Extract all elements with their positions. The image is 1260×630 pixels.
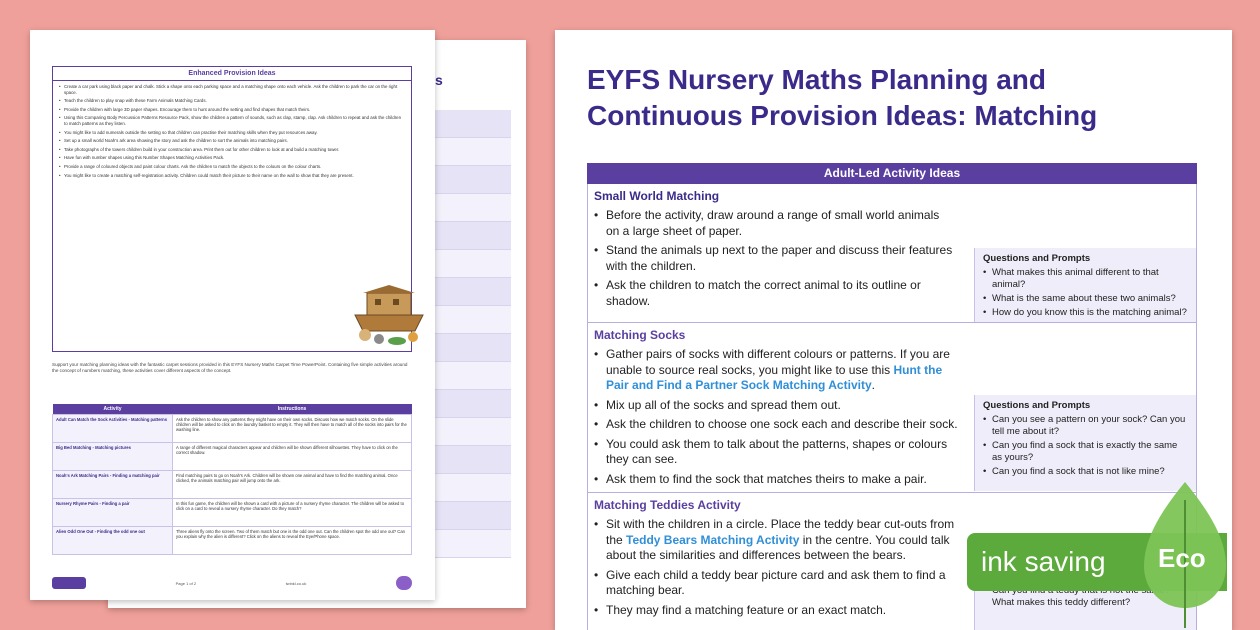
support-text: Support your matching planning ideas with the fantastic carpet sessions provided in this EYFS Nursery Maths Carpet Time PowerPoint. Containing five simple activities around the concept of numbers matching, these activities cover different aspects of the concept. bbox=[52, 362, 408, 373]
stub-row bbox=[435, 250, 511, 278]
table-header-instructions: Instructions bbox=[173, 404, 412, 415]
list-item: • Provide the children with large 3D paper shapes. Encourage them to hunt around the setting and find shapes that match theirs. bbox=[59, 107, 405, 113]
back-page-footer bbox=[52, 576, 412, 590]
enhanced-provision-box bbox=[52, 66, 412, 352]
list-item-text: Sit with the children in a circle. Place the teddy bear cut-outs from the bbox=[606, 517, 955, 547]
prompt-item: • Can you find a sock that is exactly the same as yours? bbox=[983, 440, 1188, 464]
footer-link: twinkl.co.uk bbox=[285, 580, 307, 586]
list-item: • You might like to add numerals outside the setting so that children can practise their matching skills when they put resources away. bbox=[59, 130, 405, 136]
instructions-cell: Three aliens fly onto the screen. Two of them match but one is the odd one out. Can the children spot the odd one out? Can you explain why the alien is different? Click on the aliens to reveal the Eye/Phone space. bbox=[173, 527, 412, 555]
twinkl-logo bbox=[52, 577, 86, 589]
prompts-title: Questions and Prompts bbox=[983, 400, 1091, 411]
list-item: • Have fun with number shapes using this Number Shapes Matching Activities Pack. bbox=[59, 155, 405, 161]
section-header: Adult-Led Activity Ideas bbox=[587, 163, 1197, 184]
list-item: • Teach the children to play snap with these Farm Animals Matching Cards. bbox=[59, 98, 405, 104]
list-item bbox=[594, 347, 962, 394]
stub-row bbox=[435, 334, 511, 362]
prompts-title: Questions and Prompts bbox=[983, 253, 1091, 264]
stub-row bbox=[435, 502, 511, 530]
list-item: • Mix up all of the socks and spread them out. bbox=[594, 398, 962, 414]
enhanced-provision-title: Enhanced Provision Ideas bbox=[53, 67, 411, 81]
stub-row bbox=[435, 362, 511, 390]
prompt-item: • What is the same about these two animals? bbox=[983, 293, 1188, 305]
instructions-cell: In this fun game, the children will be shown a card with a picture of a nursery rhyme character. The children will be asked to click on a card to reveal a nursery rhyme character. Do they match? bbox=[173, 499, 412, 527]
back-page-stub-table bbox=[435, 110, 511, 558]
activity-cell: Adult Can Match the Sock Activities - Matching patterns bbox=[53, 415, 173, 443]
eco-label: Eco bbox=[1158, 543, 1206, 573]
list-item: • Set up a small world Noah's ark area showing the story and ask the children to sort the animals into matching pairs. bbox=[59, 138, 405, 144]
table-row bbox=[53, 471, 412, 499]
stub-row bbox=[435, 530, 511, 558]
list-item: • They may find a matching feature or an exact match. bbox=[594, 603, 962, 619]
stub-row bbox=[435, 222, 511, 250]
noahs-ark-illustration bbox=[353, 285, 425, 349]
ink-saving-label: ink saving bbox=[981, 546, 1106, 577]
back-page-partial-title: s bbox=[435, 72, 443, 88]
stub-row bbox=[435, 278, 511, 306]
stub-row bbox=[435, 306, 511, 334]
table-row bbox=[53, 499, 412, 527]
list-item: • Using this Comparing Body Percussion Patterns Resource Pack, show the children a pattern of sounds, such as clap, stamp, clap. Ask children to repeat and ask the children to match patterns as they listen. bbox=[59, 115, 405, 126]
list-item: • You might like to create a matching self-registration activity. Children could match their picture to their name on the wall to show that they are present. bbox=[59, 173, 405, 179]
activity-cell: Noah's Ark Matching Pairs - Finding a matching pair bbox=[53, 471, 173, 499]
back-page-first bbox=[30, 30, 435, 600]
page-title-line2: Continuous Provision Ideas: Matching bbox=[587, 100, 1098, 131]
stub-row bbox=[435, 110, 511, 138]
list-item: • Stand the animals up next to the paper and discuss their features with the children. bbox=[594, 243, 954, 274]
list-item: • Provide a range of coloured objects and paint colour charts. Ask the children to match the objects to the colours on the colour charts. bbox=[59, 164, 405, 170]
stub-row bbox=[435, 446, 511, 474]
section-title: Matching Teddies Activity bbox=[594, 498, 741, 512]
table-header-activity: Activity bbox=[53, 404, 173, 415]
activity-table bbox=[52, 404, 412, 555]
list-item: • Give each child a teddy bear picture card and ask them to find a matching bear. bbox=[594, 568, 962, 599]
activity-list bbox=[594, 517, 962, 618]
instructions-cell: A range of different magical characters appear and children will be shown different silhouettes. They have to click on the correct shadow. bbox=[173, 443, 412, 471]
prompt-item: • What makes this animal different to that animal? bbox=[983, 267, 1188, 291]
prompt-item: • Can you find a sock that is not like mine? bbox=[983, 466, 1188, 478]
prompt-item: • How do you know this is the matching animal? bbox=[983, 307, 1188, 319]
section-title: Small World Matching bbox=[594, 189, 720, 203]
list-item: • You could ask them to talk about the patterns, shapes or colours they can see. bbox=[594, 437, 962, 468]
hunt-the-pair-link[interactable]: Hunt the Pair and Find a Partner Sock Matching Activity bbox=[606, 362, 943, 392]
page-title-line1: EYFS Nursery Maths Planning and bbox=[587, 64, 1046, 95]
list-item: • Ask the children to match the correct animal to its outline or shadow. bbox=[594, 278, 954, 309]
activity-cell: Alien Odd One Out - Finding the odd one out bbox=[53, 527, 173, 555]
twinkl-badge-icon bbox=[396, 576, 412, 590]
footer-page-number: Page 1 of 2 bbox=[175, 580, 197, 586]
teddy-bears-link[interactable]: Teddy Bears Matching Activity bbox=[626, 532, 800, 547]
list-item: • Create a car park using black paper and chalk. Stick a shape onto each parking space and a matching shape onto each vehicle. Ask the children to park the car on the right space. bbox=[59, 84, 405, 95]
table-row bbox=[53, 443, 412, 471]
questions-prompts-box bbox=[974, 395, 1196, 491]
activity-cell: Big Bed Matching - Matching pictures bbox=[53, 443, 173, 471]
enhanced-provision-list bbox=[53, 81, 411, 184]
section-matching-socks bbox=[587, 323, 1197, 493]
stub-row bbox=[435, 138, 511, 166]
stub-row bbox=[435, 390, 511, 418]
stub-row bbox=[435, 474, 511, 502]
prompt-item: • Can you see a pattern on your sock? Can you tell me about it? bbox=[983, 414, 1188, 438]
instructions-cell: Find matching pairs to go on Noah's Ark. Children will be shown one animal and have to find the matching animal. Once clicked, the animals matching pair will jump onto the ark. bbox=[173, 471, 412, 499]
activity-cell: Nursery Rhyme Pairs - Finding a pair bbox=[53, 499, 173, 527]
list-item: • Ask them to find the sock that matches theirs to make a pair. bbox=[594, 472, 962, 488]
list-item-end: . bbox=[871, 378, 875, 392]
page-title bbox=[587, 62, 1207, 134]
list-item: • Take photographs of the towers children build in your construction area. Print them out for other children to look at and build a matching tower. bbox=[59, 147, 405, 153]
list-item: • Ask the children to choose one sock each and describe their sock. bbox=[594, 417, 962, 433]
section-small-world-matching bbox=[587, 184, 1197, 323]
table-row bbox=[53, 527, 412, 555]
table-row bbox=[53, 415, 412, 443]
list-item-text: Gather pairs of socks with different colours or patterns. If you are unable to source real socks, you might like to use this bbox=[606, 347, 950, 377]
list-item: • Before the activity, draw around a range of small world animals on a large sheet of paper. bbox=[594, 208, 954, 239]
stub-row bbox=[435, 166, 511, 194]
questions-prompts-box bbox=[974, 248, 1196, 322]
list-item-end: in the centre. You could talk about the similarities and differences between the bears. bbox=[606, 532, 950, 562]
stub-row bbox=[435, 194, 511, 222]
prompt-item: • What makes this teddy different? bbox=[983, 585, 1188, 609]
list-item bbox=[594, 517, 962, 564]
activity-list bbox=[594, 347, 962, 487]
stub-row bbox=[435, 418, 511, 446]
activity-list bbox=[594, 208, 954, 309]
section-title: Matching Socks bbox=[594, 328, 686, 342]
instructions-cell: Ask the children to show any patterns they might have on their own socks. Discuss how we match socks. On the slide children will be asked to click on the laundry basket to empty it. They will then have to match all of the socks into pairs for the washing line. bbox=[173, 415, 412, 443]
